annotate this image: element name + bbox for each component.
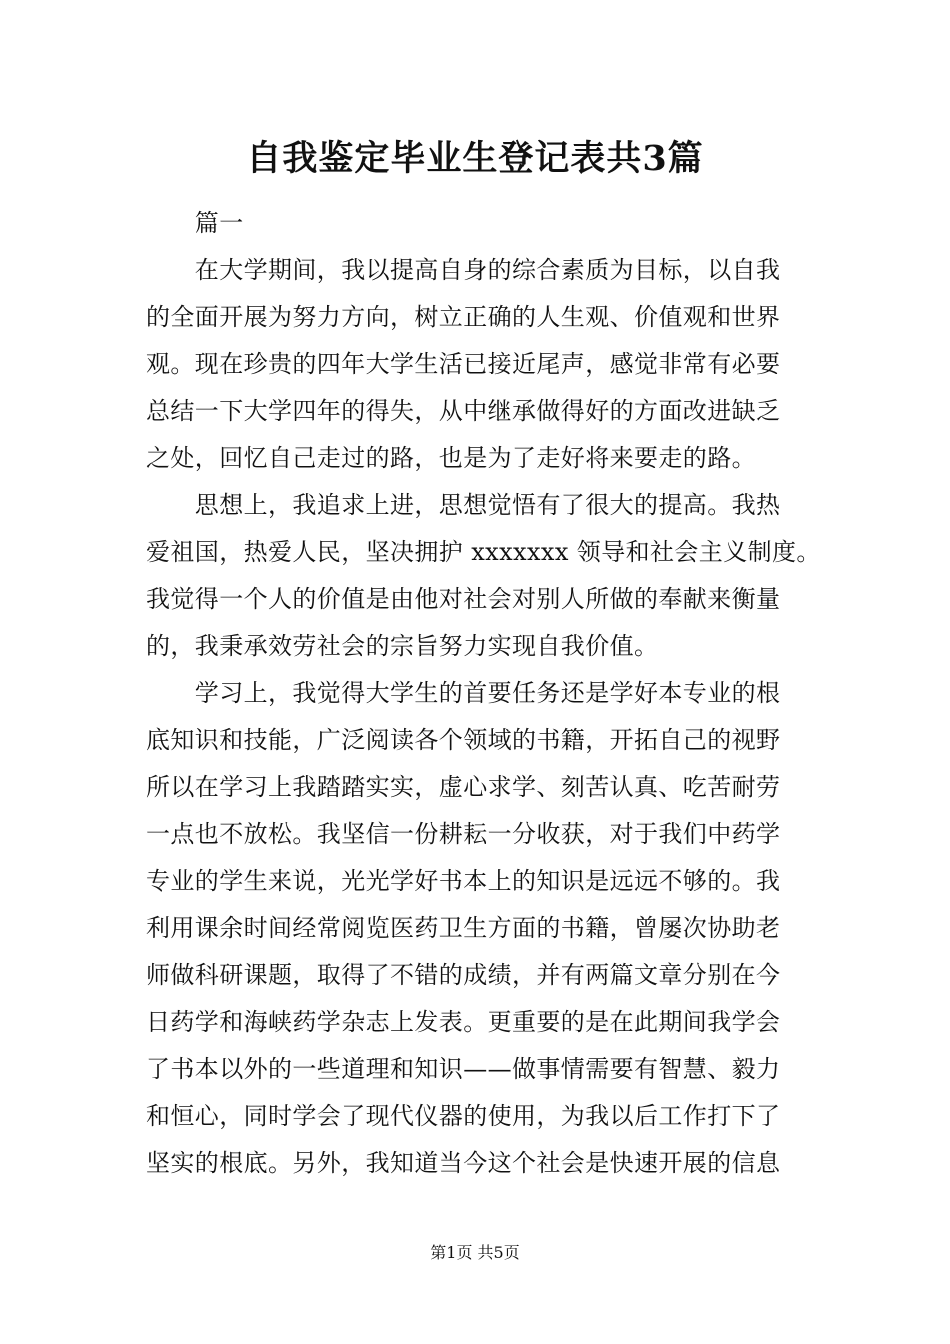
body-line: 利用课余时间经常阅览医药卫生方面的书籍，曾屡次协助老 (146, 914, 781, 942)
body-line: 专业的学生来说，光光学好书本上的知识是远远不够的。我 (146, 867, 781, 895)
body-line: 日药学和海峡药学杂志上发表。更重要的是在此期间我学会 (146, 1008, 781, 1036)
body-line: 底知识和技能，广泛阅读各个领域的书籍，开拓自己的视野 (146, 726, 781, 754)
body-line: 了书本以外的一些道理和知识——做事情需要有智慧、毅力 (146, 1055, 781, 1083)
body-line: 总结一下大学四年的得失，从中继承做得好的方面改进缺乏 (146, 397, 781, 425)
body-line: 的，我秉承效劳社会的宗旨努力实现自我价值。 (146, 632, 659, 660)
body-line: 师做科研课题，取得了不错的成绩，并有两篇文章分别在今 (146, 961, 781, 989)
body-line: 之处，回忆自己走过的路，也是为了走好将来要走的路。 (146, 444, 756, 472)
body-line: 篇一 (146, 209, 244, 237)
body-line: 爱祖国，热爱人民，坚决拥护 xxxxxxx 领导和社会主义制度。 (146, 538, 821, 566)
body-line: 坚实的根底。另外，我知道当今这个社会是快速开展的信息 (146, 1149, 781, 1177)
document-title: 自我鉴定毕业生登记表共3篇 (246, 138, 704, 179)
body-line: 一点也不放松。我坚信一份耕耘一分收获，对于我们中药学 (146, 820, 781, 848)
body-line: 我觉得一个人的价值是由他对社会对别人所做的奉献来衡量 (146, 585, 781, 613)
body-line: 学习上，我觉得大学生的首要任务还是学好本专业的根 (146, 679, 781, 707)
body-line: 观。现在珍贵的四年大学生活已接近尾声，感觉非常有必要 (146, 350, 781, 378)
page-number-footer: 第1页 共5页 (430, 1243, 520, 1262)
body-line: 所以在学习上我踏踏实实，虚心求学、刻苦认真、吃苦耐劳 (146, 773, 781, 801)
body-line: 在大学期间，我以提高自身的综合素质为目标，以自我 (146, 256, 781, 284)
body-line: 和恒心，同时学会了现代仪器的使用，为我以后工作打下了 (146, 1102, 781, 1130)
body-line: 思想上，我追求上进，思想觉悟有了很大的提高。我热 (146, 491, 781, 519)
body-line: 的全面开展为努力方向，树立正确的人生观、价值观和世界 (146, 303, 781, 331)
document-body (146, 200, 821, 1187)
